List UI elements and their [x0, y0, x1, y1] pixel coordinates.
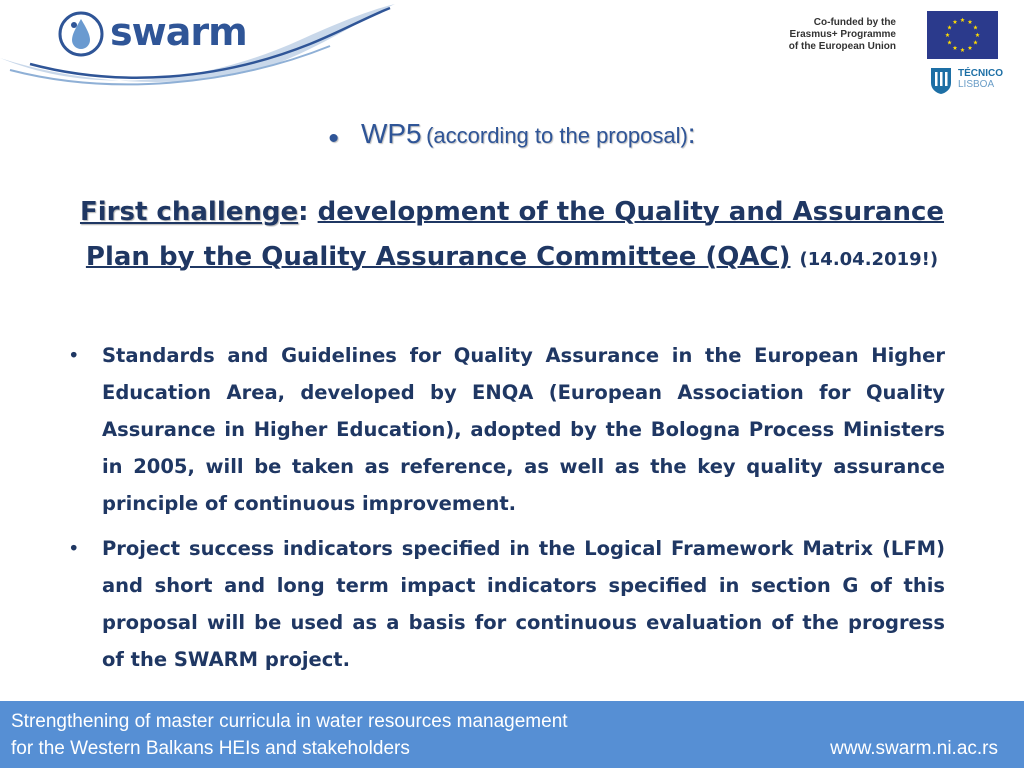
footer-website-link[interactable]: www.swarm.ni.ac.rs — [830, 738, 998, 759]
bullet-dot: • — [68, 537, 80, 560]
bullet-text: Standards and Guidelines for Quality Assurance in the European Higher Education Area, developed by ENQA (European Association for Quality Assurance in Higher Education), adopted by the Bologna Process Ministers in 2005, will be taken as reference, as well as the key quality assurance principle of continuous improvement. — [102, 344, 945, 515]
challenge-text-line2: Plan by the Quality Assurance Committee (QAC) — [85, 242, 791, 272]
eu-funding-logo — [758, 11, 998, 61]
tecnico-city: LISBOA — [958, 79, 995, 90]
challenge-heading — [60, 190, 964, 282]
tecnico-name: TÉCNICO — [958, 68, 1003, 79]
slide-title — [0, 118, 1024, 156]
eu-flag-icon — [927, 11, 998, 59]
bullet-item — [62, 530, 945, 678]
bullet-list — [62, 337, 945, 686]
footer-project-line2: for the Western Balkans HEIs and stakeholders — [11, 738, 410, 759]
tecnico-shield-icon — [930, 67, 952, 95]
logo-wordmark: swarm — [110, 10, 247, 54]
title-bullet: • — [328, 121, 339, 155]
swarm-logo — [0, 0, 400, 90]
challenge-separator: : — [298, 197, 309, 227]
title-sub: (according to the proposal) — [426, 123, 688, 148]
title-main: WP5 — [360, 118, 422, 149]
eu-funding-text: Co-funded by the Erasmus+ Programme of the European Union — [788, 17, 896, 52]
tecnico-lisboa-logo — [930, 67, 1010, 97]
bullet-text: Project success indicators specified in the Logical Framework Matrix (LFM) and short and long term impact indicators specified in section G of this proposal will be used as a basis for continuous evaluation of the progress of the SWARM project. — [102, 537, 945, 671]
challenge-text-line1: development of the Quality and Assurance — [317, 197, 945, 227]
footer-project-line1: Strengthening of master curricula in water resources management — [11, 711, 568, 732]
title-colon: : — [687, 118, 696, 149]
challenge-label: First challenge — [79, 197, 299, 227]
footer-bar — [0, 701, 1024, 768]
bullet-dot: • — [68, 344, 80, 367]
water-drop-icon — [58, 11, 104, 57]
bullet-item — [62, 337, 945, 522]
challenge-date: (14.04.2019!) — [799, 249, 939, 270]
